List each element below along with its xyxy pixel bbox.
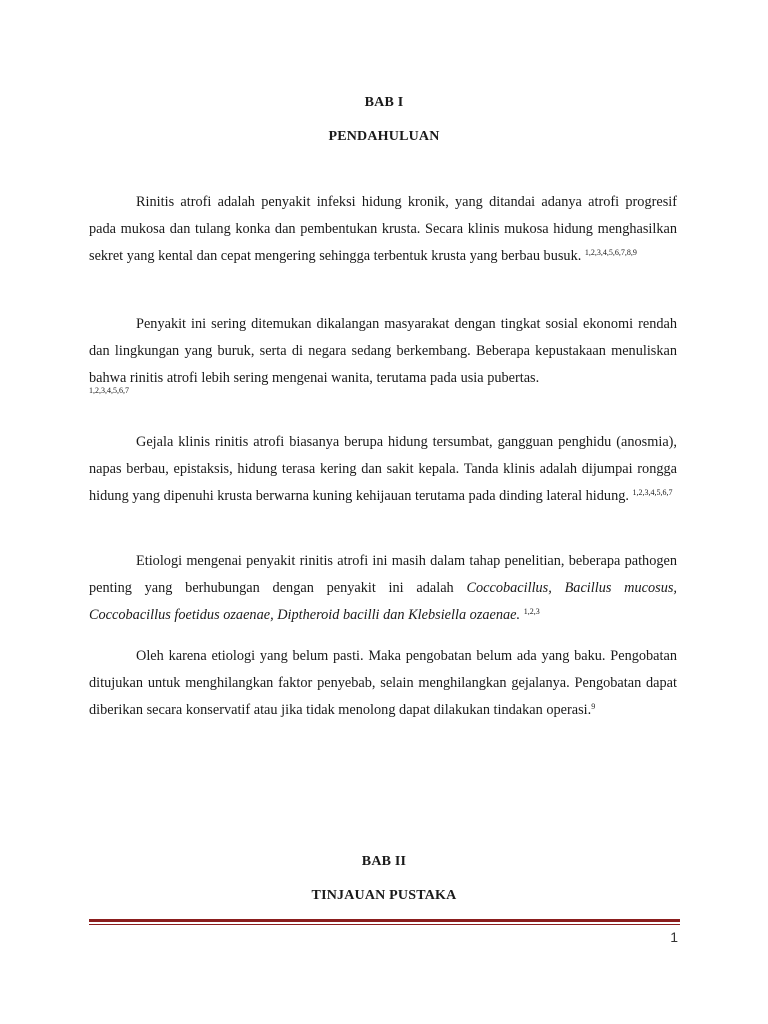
paragraph-text: Penyakit ini sering ditemukan dikalangan masyarakat dengan tingkat sosial ekonomi rendah dan lingkungan yang buruk, serta di negara sedang berkembang. Beberapa kepustakaan menuliskan bahwa rinitis atrofi lebih sering mengenai wanita, terutama pada usia pubertas. [89, 316, 677, 386]
paragraph-2 [89, 311, 677, 396]
chapter-2-title: TINJAUAN PUSTAKA [311, 888, 457, 903]
page-number: 1 [670, 929, 678, 945]
citation: 9 [591, 702, 596, 711]
paragraph-text: Etiologi mengenai penyakit rinitis atrofi ini masih dalam tahap penelitian, beberapa pathogen penting yang berhubungan dengan penyakit ini adalah [89, 553, 677, 596]
citation: 1,2,3 [523, 607, 540, 616]
paragraph-3 [89, 429, 677, 510]
paragraph-italic-text: Coccobacillus, Bacillus mucosus, Coccobacillus foetidus ozaenae, Diptheroid bacilli dan Klebsiella ozaenae. [89, 580, 677, 623]
footer-rule-thick [89, 919, 680, 922]
chapter-label: BAB I [364, 95, 404, 110]
paragraph-text: Gejala klinis rinitis atrofi biasanya berupa hidung tersumbat, gangguan penghidu (anosmia), napas berbau, epistaksis, hidung terasa kering dan sakit kepala. Tanda klinis adalah dijumpai rongga hidung yang dipenuhi krusta berwarna kuning kehijauan terutama pada dinding lateral hidung. [89, 434, 677, 504]
chapter-2-label: BAB II [361, 854, 407, 869]
paragraph-4 [89, 548, 677, 629]
citation: 1,2,3,4,5,6,7 [632, 488, 673, 497]
paragraph-1 [89, 189, 677, 270]
citation: 1,2,3,4,5,6,7 [89, 386, 129, 395]
chapter-title: PENDAHULUAN [328, 129, 440, 144]
paragraph-text: Rinitis atrofi adalah penyakit infeksi hidung kronik, yang ditandai adanya atrofi progresif pada mukosa dan tulang konka dan pembentukan krusta. Secara klinis mukosa hidung menghasilkan sekret yang kental dan cepat mengering sehingga terbentuk krusta yang berbau busuk. [89, 194, 677, 264]
paragraph-text: Oleh karena etiologi yang belum pasti. Maka pengobatan belum ada yang baku. Pengobatan ditujukan untuk menghilangkan faktor penyebab, selain menghilangkan gejalanya. Pengobatan dapat diberikan secara konservatif atau jika tidak menolong dapat dilakukan tindakan operasi. [89, 648, 677, 718]
paragraph-5 [89, 643, 677, 724]
footer-rule-thin [89, 924, 680, 925]
citation: 1,2,3,4,5,6,7,8,9 [584, 248, 637, 257]
